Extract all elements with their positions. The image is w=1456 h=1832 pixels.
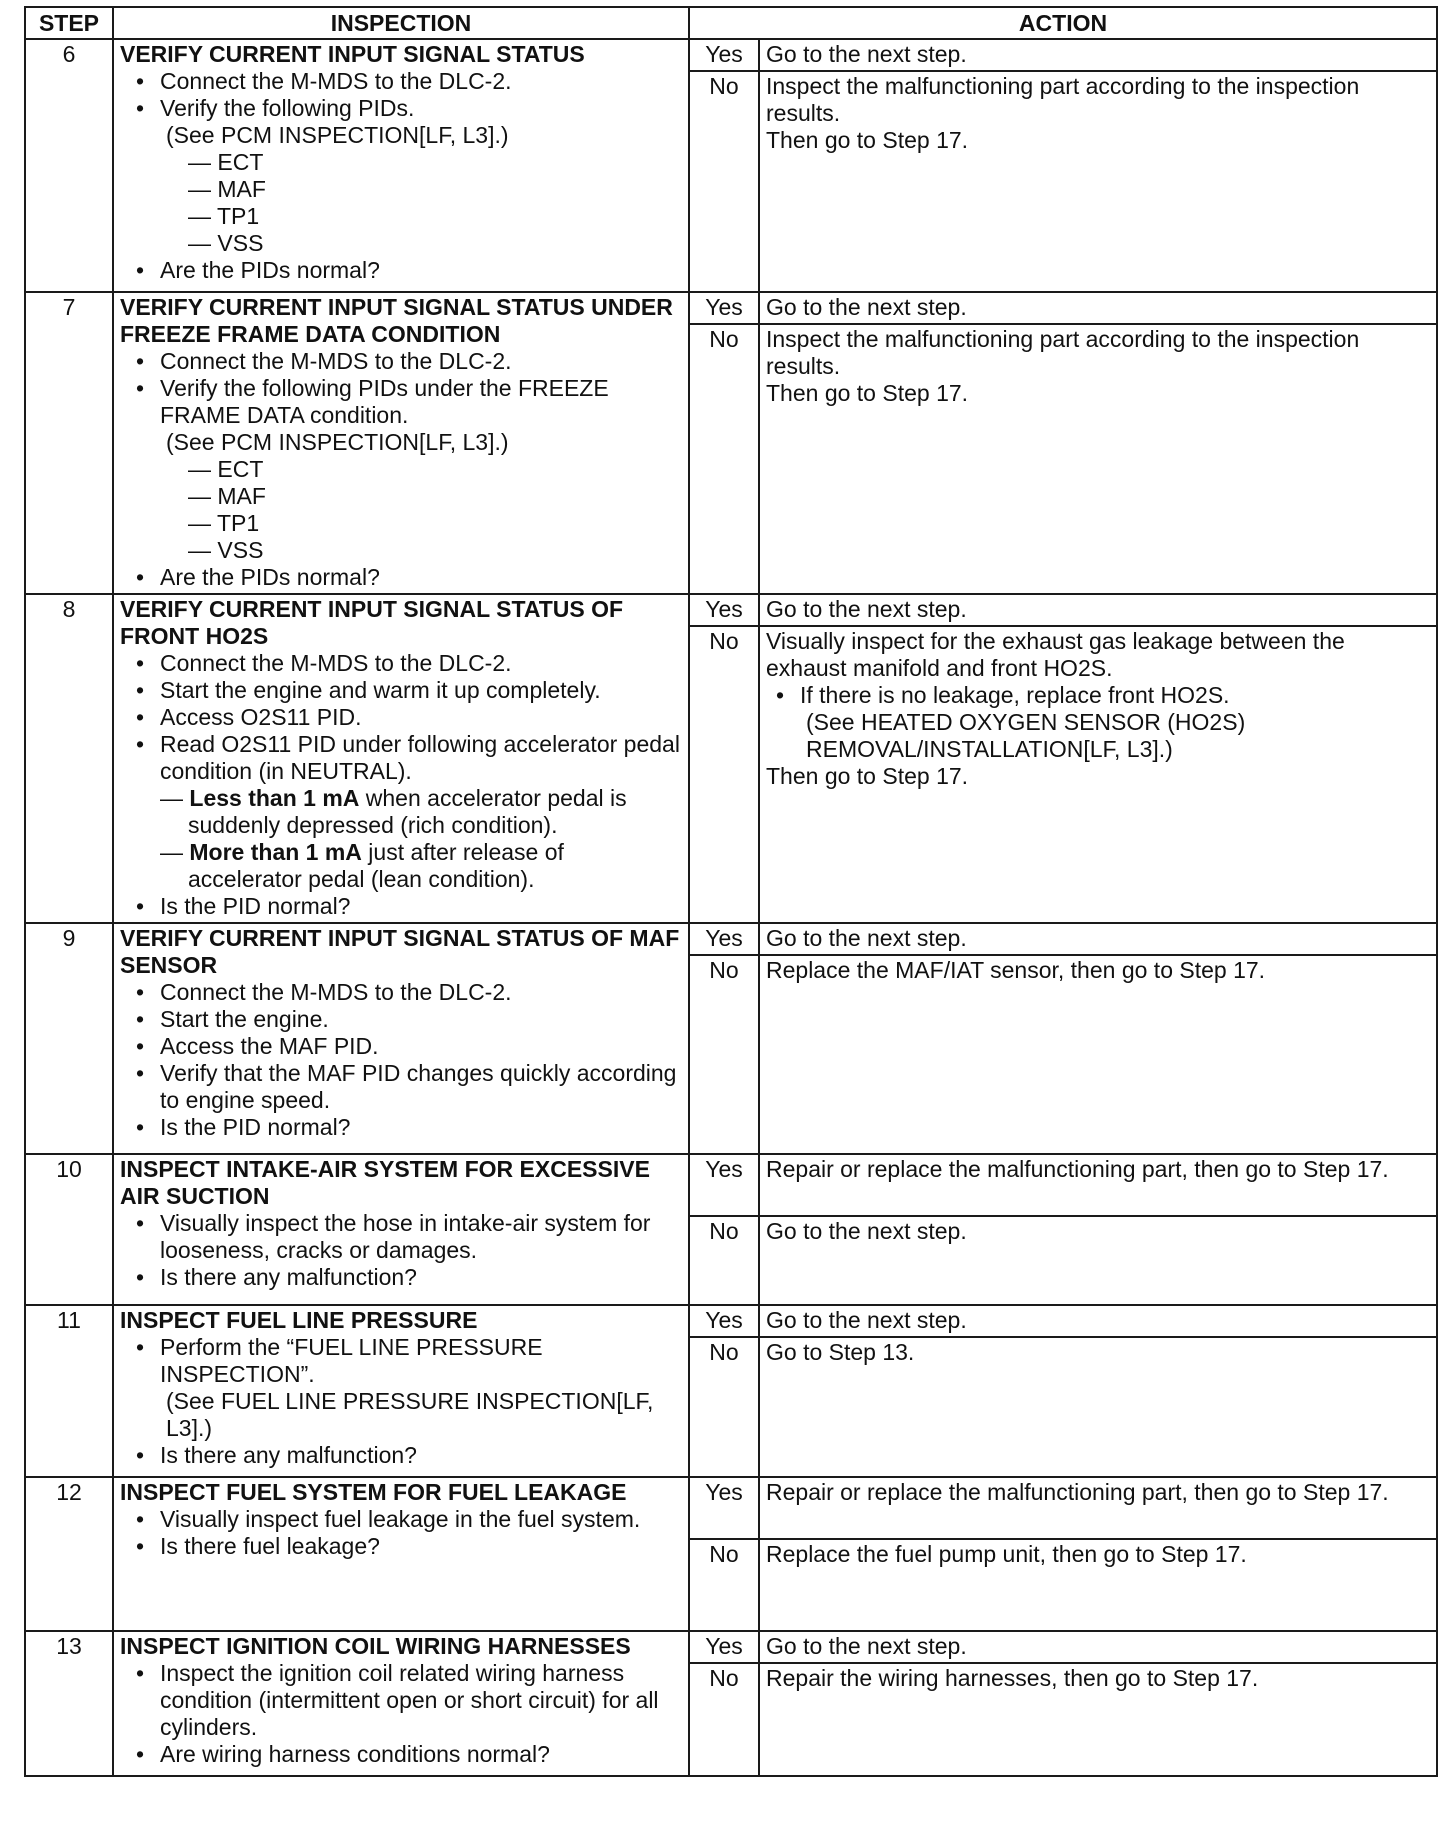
inspection-list bbox=[120, 1210, 682, 1291]
list-item: • Connect the M-MDS to the DLC-2. bbox=[132, 979, 682, 1006]
no-action-next: Then go to Step 17. bbox=[766, 127, 969, 153]
inspection-list bbox=[120, 348, 682, 591]
no-label: No bbox=[689, 71, 759, 292]
list-item: • Is there any malfunction? bbox=[132, 1264, 682, 1291]
yes-action: Go to the next step. bbox=[759, 1305, 1437, 1337]
inspection-list bbox=[120, 1334, 682, 1469]
inspection-title: VERIFY CURRENT INPUT SIGNAL STATUS bbox=[120, 41, 585, 67]
list-item: • Connect the M-MDS to the DLC-2. bbox=[132, 650, 682, 677]
step-number: 12 bbox=[25, 1477, 113, 1631]
yes-action: Go to the next step. bbox=[759, 1631, 1437, 1663]
step-row bbox=[25, 292, 1437, 324]
no-action: Go to the next step. bbox=[759, 1216, 1437, 1305]
condition-value: Less than 1 mA bbox=[189, 785, 360, 811]
header-row bbox=[25, 7, 1437, 39]
list-item bbox=[132, 1334, 682, 1442]
list-item: • Visually inspect the hose in intake-air system for looseness, cracks or damages. bbox=[132, 1210, 682, 1264]
list-item: • Visually inspect fuel leakage in the fuel system. bbox=[132, 1506, 682, 1533]
no-action: Replace the MAF/IAT sensor, then go to Step 17. bbox=[759, 955, 1437, 1154]
no-action bbox=[759, 324, 1437, 594]
step-number: 11 bbox=[25, 1305, 113, 1477]
header-step: STEP bbox=[25, 7, 113, 39]
list-item: • Is there any malfunction? bbox=[132, 1442, 682, 1469]
list-item: • Start the engine. bbox=[132, 1006, 682, 1033]
yes-action: Repair or replace the malfunctioning part, then go to Step 17. bbox=[759, 1154, 1437, 1216]
list-item: • Are wiring harness conditions normal? bbox=[132, 1741, 682, 1768]
step-row bbox=[25, 594, 1437, 626]
list-item bbox=[772, 682, 1430, 763]
list-item: • Are the PIDs normal? bbox=[132, 564, 682, 591]
step-number: 6 bbox=[25, 39, 113, 292]
list-item: • Access the MAF PID. bbox=[132, 1033, 682, 1060]
procedure-page bbox=[24, 6, 1436, 1777]
list-item bbox=[132, 375, 682, 564]
inspection-list bbox=[120, 68, 682, 284]
step-number: 13 bbox=[25, 1631, 113, 1776]
list-item: • Is there fuel leakage? bbox=[132, 1533, 682, 1560]
list-item-text: • Verify the following PIDs under the FREEZE FRAME DATA condition. bbox=[160, 375, 609, 428]
step-row bbox=[25, 1631, 1437, 1663]
pid-item: — MAF bbox=[188, 483, 266, 509]
inspection-title: INSPECT FUEL SYSTEM FOR FUEL LEAKAGE bbox=[120, 1479, 627, 1505]
pid-item: — MAF bbox=[188, 176, 266, 202]
list-item: • Are the PIDs normal? bbox=[132, 257, 682, 284]
yes-label: Yes bbox=[689, 1305, 759, 1337]
inspection-cell bbox=[113, 1154, 689, 1305]
no-action-text: Inspect the malfunctioning part according to the inspection results. bbox=[766, 326, 1360, 380]
no-label: No bbox=[689, 626, 759, 923]
no-action-text: Inspect the malfunctioning part according to the inspection results. bbox=[766, 73, 1360, 126]
no-action: Replace the fuel pump unit, then go to Step 17. bbox=[759, 1539, 1437, 1631]
inspection-cell bbox=[113, 923, 689, 1154]
step-row bbox=[25, 923, 1437, 955]
condition-item: — Less than 1 mA when accelerator pedal is suddenly depressed (rich condition). bbox=[160, 785, 627, 838]
header-inspection: INSPECTION bbox=[113, 7, 689, 39]
pid-item: — TP1 bbox=[188, 203, 260, 229]
condition-item: — More than 1 mA just after release of accelerator pedal (lean condition). bbox=[160, 839, 564, 892]
no-label: No bbox=[689, 1216, 759, 1305]
list-item: • Inspect the ignition coil related wiring harness condition (intermittent open or short circuit) for all cylinders. bbox=[132, 1660, 682, 1741]
no-label: No bbox=[689, 1663, 759, 1776]
list-item bbox=[132, 95, 682, 257]
step-number: 7 bbox=[25, 292, 113, 594]
step-row bbox=[25, 1305, 1437, 1337]
inspection-title: INSPECT IGNITION COIL WIRING HARNESSES bbox=[120, 1633, 631, 1659]
no-action: Go to Step 13. bbox=[759, 1337, 1437, 1477]
pid-item: — VSS bbox=[188, 230, 264, 256]
inspection-cell bbox=[113, 292, 689, 594]
yes-action: Go to the next step. bbox=[759, 39, 1437, 71]
yes-action: Go to the next step. bbox=[759, 594, 1437, 626]
inspection-list bbox=[120, 979, 682, 1141]
reference-link: (See PCM INSPECTION[LF, L3].) bbox=[166, 122, 509, 148]
yes-label: Yes bbox=[689, 1631, 759, 1663]
list-item: • Access O2S11 PID. bbox=[132, 704, 682, 731]
yes-action: Go to the next step. bbox=[759, 292, 1437, 324]
inspection-list bbox=[120, 1506, 682, 1560]
yes-action: Repair or replace the malfunctioning part, then go to Step 17. bbox=[759, 1477, 1437, 1539]
list-item-text: • If there is no leakage, replace front HO2S. bbox=[800, 682, 1230, 708]
yes-label: Yes bbox=[689, 594, 759, 626]
no-action: Repair the wiring harnesses, then go to Step 17. bbox=[759, 1663, 1437, 1776]
list-item bbox=[132, 731, 682, 893]
inspection-title: VERIFY CURRENT INPUT SIGNAL STATUS OF MAF SENSOR bbox=[120, 925, 680, 978]
step-number: 8 bbox=[25, 594, 113, 923]
pid-item: — VSS bbox=[188, 537, 264, 563]
reference-link: (See HEATED OXYGEN SENSOR (HO2S) REMOVAL/INSTALLATION[LF, L3].) bbox=[806, 709, 1246, 762]
list-item-text: • Read O2S11 PID under following accelerator pedal condition (in NEUTRAL). bbox=[160, 731, 680, 784]
no-action bbox=[759, 626, 1437, 923]
list-item: • Is the PID normal? bbox=[132, 1114, 682, 1141]
step-row bbox=[25, 1477, 1437, 1539]
inspection-title: INSPECT FUEL LINE PRESSURE bbox=[120, 1307, 478, 1333]
list-item: • Start the engine and warm it up completely. bbox=[132, 677, 682, 704]
step-number: 10 bbox=[25, 1154, 113, 1305]
no-label: No bbox=[689, 1337, 759, 1477]
no-label: No bbox=[689, 955, 759, 1154]
yes-label: Yes bbox=[689, 39, 759, 71]
inspection-title: INSPECT INTAKE-AIR SYSTEM FOR EXCESSIVE AIR SUCTION bbox=[120, 1156, 650, 1209]
no-action-text: Visually inspect for the exhaust gas leakage between the exhaust manifold and front HO2S. bbox=[766, 628, 1345, 681]
yes-label: Yes bbox=[689, 1477, 759, 1539]
no-action-next: Then go to Step 17. bbox=[766, 380, 969, 407]
reference-link: (See FUEL LINE PRESSURE INSPECTION[LF, L3].) bbox=[166, 1388, 654, 1441]
condition-value: More than 1 mA bbox=[189, 839, 362, 865]
inspection-list bbox=[120, 650, 682, 920]
list-item: • Connect the M-MDS to the DLC-2. bbox=[132, 348, 682, 375]
step-row bbox=[25, 1154, 1437, 1216]
pid-item: — ECT bbox=[188, 149, 264, 175]
inspection-cell bbox=[113, 1477, 689, 1631]
inspection-cell bbox=[113, 1631, 689, 1776]
no-action-list bbox=[766, 682, 1430, 763]
pid-item: — ECT bbox=[188, 456, 264, 482]
yes-label: Yes bbox=[689, 292, 759, 324]
no-action-next: Then go to Step 17. bbox=[766, 763, 969, 789]
list-item: • Is the PID normal? bbox=[132, 893, 682, 920]
inspection-table bbox=[24, 6, 1438, 1777]
step-row bbox=[25, 39, 1437, 71]
inspection-cell bbox=[113, 39, 689, 292]
no-action bbox=[759, 71, 1437, 292]
inspection-title: VERIFY CURRENT INPUT SIGNAL STATUS OF FRONT HO2S bbox=[120, 596, 624, 649]
inspection-title: VERIFY CURRENT INPUT SIGNAL STATUS UNDER FREEZE FRAME DATA CONDITION bbox=[120, 294, 673, 347]
reference-link: (See PCM INSPECTION[LF, L3].) bbox=[166, 429, 509, 455]
inspection-list bbox=[120, 1660, 682, 1768]
condition-text: just after release of accelerator pedal (lean condition). bbox=[188, 839, 564, 892]
no-label: No bbox=[689, 324, 759, 594]
inspection-cell bbox=[113, 1305, 689, 1477]
list-item: • Connect the M-MDS to the DLC-2. bbox=[132, 68, 682, 95]
list-item-text: • Verify the following PIDs. bbox=[160, 95, 415, 121]
list-item: • Verify that the MAF PID changes quickly according to engine speed. bbox=[132, 1060, 682, 1114]
condition-text: when accelerator pedal is suddenly depressed (rich condition). bbox=[188, 785, 627, 838]
header-action: ACTION bbox=[689, 7, 1437, 39]
pid-item: — TP1 bbox=[188, 510, 260, 536]
step-number: 9 bbox=[25, 923, 113, 1154]
yes-action: Go to the next step. bbox=[759, 923, 1437, 955]
yes-label: Yes bbox=[689, 923, 759, 955]
inspection-cell bbox=[113, 594, 689, 923]
list-item-text: • Perform the “FUEL LINE PRESSURE INSPECTION”. bbox=[160, 1334, 543, 1387]
yes-label: Yes bbox=[689, 1154, 759, 1216]
no-label: No bbox=[689, 1539, 759, 1631]
